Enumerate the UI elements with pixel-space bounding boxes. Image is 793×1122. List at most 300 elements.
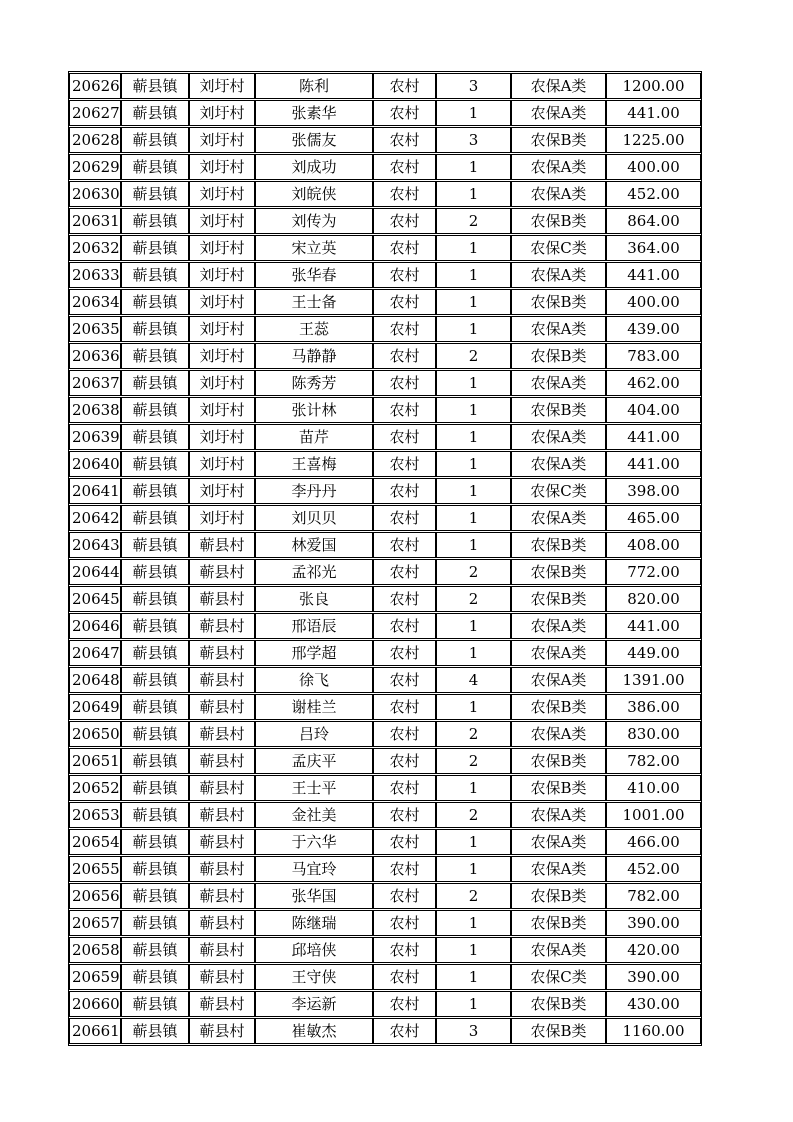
cell-village: 刘圩村 xyxy=(189,181,255,207)
cell-residence-type: 农村 xyxy=(373,910,436,936)
cell-village: 刘圩村 xyxy=(189,262,255,288)
cell-town: 蕲县镇 xyxy=(121,154,189,180)
table-body xyxy=(69,73,701,1044)
cell-insurance-category: 农保A类 xyxy=(511,667,606,693)
cell-person-name: 邢语辰 xyxy=(255,613,373,639)
cell-serial-number: 20636 xyxy=(69,343,121,369)
cell-village: 蕲县村 xyxy=(189,586,255,612)
cell-village: 蕲县村 xyxy=(189,991,255,1017)
cell-serial-number: 20631 xyxy=(69,208,121,234)
cell-insurance-category: 农保B类 xyxy=(511,910,606,936)
cell-amount: 408.00 xyxy=(606,532,701,558)
cell-person-count: 1 xyxy=(436,856,511,882)
cell-person-count: 1 xyxy=(436,775,511,801)
cell-residence-type: 农村 xyxy=(373,1018,436,1044)
cell-insurance-category: 农保A类 xyxy=(511,370,606,396)
cell-town: 蕲县镇 xyxy=(121,910,189,936)
cell-insurance-category: 农保B类 xyxy=(511,127,606,153)
cell-residence-type: 农村 xyxy=(373,694,436,720)
table-row xyxy=(69,73,701,99)
cell-person-name: 张华春 xyxy=(255,262,373,288)
cell-serial-number: 20634 xyxy=(69,289,121,315)
cell-insurance-category: 农保B类 xyxy=(511,289,606,315)
cell-residence-type: 农村 xyxy=(373,181,436,207)
cell-person-count: 1 xyxy=(436,937,511,963)
cell-amount: 439.00 xyxy=(606,316,701,342)
cell-person-count: 1 xyxy=(436,154,511,180)
cell-village: 刘圩村 xyxy=(189,478,255,504)
cell-serial-number: 20626 xyxy=(69,73,121,99)
cell-amount: 400.00 xyxy=(606,289,701,315)
cell-person-name: 林爱国 xyxy=(255,532,373,558)
cell-town: 蕲县镇 xyxy=(121,1018,189,1044)
cell-village: 蕲县村 xyxy=(189,1018,255,1044)
cell-amount: 400.00 xyxy=(606,154,701,180)
cell-person-count: 1 xyxy=(436,964,511,990)
cell-town: 蕲县镇 xyxy=(121,964,189,990)
cell-amount: 820.00 xyxy=(606,586,701,612)
table-row xyxy=(69,532,701,558)
cell-serial-number: 20650 xyxy=(69,721,121,747)
cell-person-name: 刘成功 xyxy=(255,154,373,180)
table-row xyxy=(69,559,701,585)
cell-amount: 452.00 xyxy=(606,856,701,882)
cell-insurance-category: 农保C类 xyxy=(511,964,606,990)
cell-serial-number: 20655 xyxy=(69,856,121,882)
cell-residence-type: 农村 xyxy=(373,100,436,126)
cell-person-count: 1 xyxy=(436,451,511,477)
cell-residence-type: 农村 xyxy=(373,127,436,153)
cell-person-name: 孟祁光 xyxy=(255,559,373,585)
cell-insurance-category: 农保A类 xyxy=(511,802,606,828)
cell-person-name: 王士平 xyxy=(255,775,373,801)
cell-residence-type: 农村 xyxy=(373,343,436,369)
table-row xyxy=(69,478,701,504)
table-row xyxy=(69,721,701,747)
cell-residence-type: 农村 xyxy=(373,829,436,855)
cell-residence-type: 农村 xyxy=(373,73,436,99)
cell-person-name: 宋立英 xyxy=(255,235,373,261)
cell-residence-type: 农村 xyxy=(373,478,436,504)
cell-village: 刘圩村 xyxy=(189,316,255,342)
cell-insurance-category: 农保C类 xyxy=(511,478,606,504)
cell-amount: 430.00 xyxy=(606,991,701,1017)
cell-person-count: 1 xyxy=(436,694,511,720)
cell-town: 蕲县镇 xyxy=(121,451,189,477)
cell-town: 蕲县镇 xyxy=(121,829,189,855)
cell-town: 蕲县镇 xyxy=(121,721,189,747)
cell-amount: 410.00 xyxy=(606,775,701,801)
cell-serial-number: 20648 xyxy=(69,667,121,693)
table-row xyxy=(69,937,701,963)
cell-residence-type: 农村 xyxy=(373,262,436,288)
cell-insurance-category: 农保A类 xyxy=(511,451,606,477)
cell-residence-type: 农村 xyxy=(373,559,436,585)
cell-serial-number: 20632 xyxy=(69,235,121,261)
cell-town: 蕲县镇 xyxy=(121,991,189,1017)
cell-residence-type: 农村 xyxy=(373,316,436,342)
table-row xyxy=(69,451,701,477)
cell-town: 蕲县镇 xyxy=(121,370,189,396)
table-row xyxy=(69,424,701,450)
table-row xyxy=(69,316,701,342)
cell-person-count: 3 xyxy=(436,1018,511,1044)
cell-insurance-category: 农保B类 xyxy=(511,883,606,909)
cell-town: 蕲县镇 xyxy=(121,883,189,909)
cell-person-name: 王喜梅 xyxy=(255,451,373,477)
cell-person-count: 1 xyxy=(436,181,511,207)
cell-village: 刘圩村 xyxy=(189,424,255,450)
cell-insurance-category: 农保A类 xyxy=(511,721,606,747)
cell-insurance-category: 农保A类 xyxy=(511,505,606,531)
cell-insurance-category: 农保B类 xyxy=(511,991,606,1017)
cell-serial-number: 20647 xyxy=(69,640,121,666)
cell-serial-number: 20649 xyxy=(69,694,121,720)
table-row xyxy=(69,127,701,153)
cell-person-count: 1 xyxy=(436,100,511,126)
cell-insurance-category: 农保A类 xyxy=(511,829,606,855)
cell-amount: 390.00 xyxy=(606,964,701,990)
cell-person-name: 刘贝贝 xyxy=(255,505,373,531)
cell-town: 蕲县镇 xyxy=(121,856,189,882)
cell-village: 蕲县村 xyxy=(189,721,255,747)
cell-person-count: 2 xyxy=(436,559,511,585)
cell-amount: 466.00 xyxy=(606,829,701,855)
cell-serial-number: 20642 xyxy=(69,505,121,531)
cell-residence-type: 农村 xyxy=(373,154,436,180)
cell-person-name: 刘皖侠 xyxy=(255,181,373,207)
cell-amount: 1001.00 xyxy=(606,802,701,828)
cell-insurance-category: 农保B类 xyxy=(511,586,606,612)
cell-amount: 404.00 xyxy=(606,397,701,423)
cell-amount: 1160.00 xyxy=(606,1018,701,1044)
cell-serial-number: 20644 xyxy=(69,559,121,585)
cell-insurance-category: 农保B类 xyxy=(511,343,606,369)
table-row xyxy=(69,694,701,720)
cell-amount: 449.00 xyxy=(606,640,701,666)
cell-residence-type: 农村 xyxy=(373,721,436,747)
cell-person-name: 王士备 xyxy=(255,289,373,315)
cell-person-name: 张华国 xyxy=(255,883,373,909)
cell-residence-type: 农村 xyxy=(373,208,436,234)
table-row xyxy=(69,991,701,1017)
cell-town: 蕲县镇 xyxy=(121,478,189,504)
cell-village: 蕲县村 xyxy=(189,937,255,963)
cell-serial-number: 20635 xyxy=(69,316,121,342)
cell-amount: 441.00 xyxy=(606,613,701,639)
cell-person-count: 1 xyxy=(436,505,511,531)
cell-village: 刘圩村 xyxy=(189,397,255,423)
cell-person-name: 邢学超 xyxy=(255,640,373,666)
cell-insurance-category: 农保C类 xyxy=(511,235,606,261)
table-row xyxy=(69,613,701,639)
cell-insurance-category: 农保A类 xyxy=(511,856,606,882)
cell-amount: 452.00 xyxy=(606,181,701,207)
cell-town: 蕲县镇 xyxy=(121,424,189,450)
cell-amount: 1225.00 xyxy=(606,127,701,153)
cell-insurance-category: 农保B类 xyxy=(511,532,606,558)
cell-amount: 441.00 xyxy=(606,451,701,477)
cell-residence-type: 农村 xyxy=(373,424,436,450)
table-row xyxy=(69,181,701,207)
cell-person-count: 1 xyxy=(436,991,511,1017)
cell-person-count: 1 xyxy=(436,316,511,342)
table-row xyxy=(69,397,701,423)
cell-person-count: 1 xyxy=(436,829,511,855)
cell-serial-number: 20645 xyxy=(69,586,121,612)
cell-residence-type: 农村 xyxy=(373,964,436,990)
cell-village: 刘圩村 xyxy=(189,154,255,180)
cell-residence-type: 农村 xyxy=(373,397,436,423)
cell-amount: 465.00 xyxy=(606,505,701,531)
cell-person-name: 王守侠 xyxy=(255,964,373,990)
cell-village: 刘圩村 xyxy=(189,73,255,99)
cell-amount: 772.00 xyxy=(606,559,701,585)
cell-residence-type: 农村 xyxy=(373,802,436,828)
cell-serial-number: 20646 xyxy=(69,613,121,639)
cell-town: 蕲县镇 xyxy=(121,748,189,774)
cell-serial-number: 20660 xyxy=(69,991,121,1017)
cell-amount: 462.00 xyxy=(606,370,701,396)
cell-person-count: 3 xyxy=(436,73,511,99)
cell-village: 刘圩村 xyxy=(189,343,255,369)
cell-person-name: 谢桂兰 xyxy=(255,694,373,720)
cell-village: 蕲县村 xyxy=(189,748,255,774)
cell-town: 蕲县镇 xyxy=(121,667,189,693)
cell-person-count: 1 xyxy=(436,235,511,261)
cell-town: 蕲县镇 xyxy=(121,397,189,423)
cell-amount: 420.00 xyxy=(606,937,701,963)
cell-insurance-category: 农保B类 xyxy=(511,748,606,774)
cell-residence-type: 农村 xyxy=(373,289,436,315)
cell-person-count: 1 xyxy=(436,478,511,504)
cell-serial-number: 20643 xyxy=(69,532,121,558)
cell-person-count: 1 xyxy=(436,370,511,396)
cell-person-count: 1 xyxy=(436,532,511,558)
cell-town: 蕲县镇 xyxy=(121,262,189,288)
cell-serial-number: 20651 xyxy=(69,748,121,774)
cell-insurance-category: 农保A类 xyxy=(511,262,606,288)
cell-person-name: 于六华 xyxy=(255,829,373,855)
cell-amount: 398.00 xyxy=(606,478,701,504)
cell-village: 刘圩村 xyxy=(189,451,255,477)
cell-insurance-category: 农保A类 xyxy=(511,100,606,126)
cell-village: 刘圩村 xyxy=(189,289,255,315)
cell-town: 蕲县镇 xyxy=(121,694,189,720)
cell-person-name: 崔敏杰 xyxy=(255,1018,373,1044)
cell-insurance-category: 农保B类 xyxy=(511,694,606,720)
cell-amount: 441.00 xyxy=(606,424,701,450)
cell-village: 蕲县村 xyxy=(189,964,255,990)
cell-town: 蕲县镇 xyxy=(121,127,189,153)
cell-insurance-category: 农保A类 xyxy=(511,73,606,99)
cell-town: 蕲县镇 xyxy=(121,586,189,612)
table-row xyxy=(69,964,701,990)
table-row xyxy=(69,775,701,801)
cell-town: 蕲县镇 xyxy=(121,73,189,99)
cell-village: 刘圩村 xyxy=(189,208,255,234)
cell-residence-type: 农村 xyxy=(373,586,436,612)
cell-village: 蕲县村 xyxy=(189,613,255,639)
cell-town: 蕲县镇 xyxy=(121,613,189,639)
cell-town: 蕲县镇 xyxy=(121,532,189,558)
cell-serial-number: 20661 xyxy=(69,1018,121,1044)
cell-village: 蕲县村 xyxy=(189,802,255,828)
cell-village: 蕲县村 xyxy=(189,883,255,909)
cell-person-count: 1 xyxy=(436,289,511,315)
cell-residence-type: 农村 xyxy=(373,991,436,1017)
table-row xyxy=(69,208,701,234)
cell-residence-type: 农村 xyxy=(373,667,436,693)
cell-serial-number: 20639 xyxy=(69,424,121,450)
cell-person-count: 1 xyxy=(436,397,511,423)
cell-person-count: 1 xyxy=(436,910,511,936)
cell-insurance-category: 农保B类 xyxy=(511,559,606,585)
cell-insurance-category: 农保A类 xyxy=(511,640,606,666)
cell-residence-type: 农村 xyxy=(373,613,436,639)
cell-town: 蕲县镇 xyxy=(121,343,189,369)
cell-residence-type: 农村 xyxy=(373,370,436,396)
cell-serial-number: 20633 xyxy=(69,262,121,288)
cell-person-count: 2 xyxy=(436,208,511,234)
cell-insurance-category: 农保B类 xyxy=(511,208,606,234)
cell-person-name: 苗芹 xyxy=(255,424,373,450)
cell-serial-number: 20629 xyxy=(69,154,121,180)
cell-amount: 1200.00 xyxy=(606,73,701,99)
cell-residence-type: 农村 xyxy=(373,883,436,909)
cell-insurance-category: 农保A类 xyxy=(511,154,606,180)
cell-serial-number: 20659 xyxy=(69,964,121,990)
cell-person-count: 1 xyxy=(436,613,511,639)
cell-amount: 386.00 xyxy=(606,694,701,720)
cell-residence-type: 农村 xyxy=(373,640,436,666)
insurance-payment-table xyxy=(68,71,702,1046)
cell-amount: 864.00 xyxy=(606,208,701,234)
cell-serial-number: 20638 xyxy=(69,397,121,423)
cell-person-name: 张儒友 xyxy=(255,127,373,153)
cell-amount: 364.00 xyxy=(606,235,701,261)
cell-serial-number: 20630 xyxy=(69,181,121,207)
cell-person-name: 金社美 xyxy=(255,802,373,828)
cell-village: 刘圩村 xyxy=(189,505,255,531)
cell-village: 蕲县村 xyxy=(189,910,255,936)
cell-person-count: 2 xyxy=(436,802,511,828)
cell-village: 蕲县村 xyxy=(189,694,255,720)
cell-village: 蕲县村 xyxy=(189,667,255,693)
cell-person-name: 张计林 xyxy=(255,397,373,423)
cell-town: 蕲县镇 xyxy=(121,208,189,234)
cell-person-count: 1 xyxy=(436,262,511,288)
cell-village: 刘圩村 xyxy=(189,127,255,153)
cell-person-name: 刘传为 xyxy=(255,208,373,234)
cell-person-name: 张素华 xyxy=(255,100,373,126)
cell-person-name: 王蕊 xyxy=(255,316,373,342)
cell-amount: 441.00 xyxy=(606,100,701,126)
cell-amount: 782.00 xyxy=(606,883,701,909)
cell-town: 蕲县镇 xyxy=(121,100,189,126)
cell-amount: 1391.00 xyxy=(606,667,701,693)
cell-amount: 390.00 xyxy=(606,910,701,936)
cell-residence-type: 农村 xyxy=(373,748,436,774)
table-row xyxy=(69,910,701,936)
cell-village: 蕲县村 xyxy=(189,829,255,855)
cell-amount: 783.00 xyxy=(606,343,701,369)
cell-serial-number: 20652 xyxy=(69,775,121,801)
cell-serial-number: 20656 xyxy=(69,883,121,909)
cell-serial-number: 20641 xyxy=(69,478,121,504)
cell-residence-type: 农村 xyxy=(373,505,436,531)
cell-insurance-category: 农保B类 xyxy=(511,775,606,801)
cell-amount: 830.00 xyxy=(606,721,701,747)
table-row xyxy=(69,100,701,126)
cell-insurance-category: 农保B类 xyxy=(511,397,606,423)
table-row xyxy=(69,1018,701,1044)
cell-town: 蕲县镇 xyxy=(121,235,189,261)
cell-village: 刘圩村 xyxy=(189,100,255,126)
cell-person-count: 1 xyxy=(436,424,511,450)
cell-village: 蕲县村 xyxy=(189,856,255,882)
cell-town: 蕲县镇 xyxy=(121,289,189,315)
table-row xyxy=(69,505,701,531)
cell-person-name: 马静静 xyxy=(255,343,373,369)
cell-serial-number: 20640 xyxy=(69,451,121,477)
cell-person-count: 2 xyxy=(436,343,511,369)
cell-village: 蕲县村 xyxy=(189,532,255,558)
table-row xyxy=(69,748,701,774)
cell-person-name: 邱培侠 xyxy=(255,937,373,963)
cell-amount: 441.00 xyxy=(606,262,701,288)
cell-person-count: 2 xyxy=(436,748,511,774)
cell-insurance-category: 农保A类 xyxy=(511,613,606,639)
cell-person-name: 李运新 xyxy=(255,991,373,1017)
cell-person-count: 2 xyxy=(436,586,511,612)
cell-person-name: 张良 xyxy=(255,586,373,612)
cell-village: 蕲县村 xyxy=(189,559,255,585)
table-row xyxy=(69,640,701,666)
table-row xyxy=(69,667,701,693)
cell-town: 蕲县镇 xyxy=(121,937,189,963)
cell-person-count: 2 xyxy=(436,883,511,909)
cell-person-name: 陈利 xyxy=(255,73,373,99)
table-row xyxy=(69,586,701,612)
cell-person-count: 1 xyxy=(436,640,511,666)
table-row xyxy=(69,370,701,396)
cell-serial-number: 20628 xyxy=(69,127,121,153)
cell-person-name: 孟庆平 xyxy=(255,748,373,774)
cell-insurance-category: 农保A类 xyxy=(511,937,606,963)
cell-serial-number: 20654 xyxy=(69,829,121,855)
cell-serial-number: 20653 xyxy=(69,802,121,828)
cell-person-count: 2 xyxy=(436,721,511,747)
table-row xyxy=(69,802,701,828)
cell-serial-number: 20658 xyxy=(69,937,121,963)
cell-town: 蕲县镇 xyxy=(121,316,189,342)
cell-residence-type: 农村 xyxy=(373,937,436,963)
table-row xyxy=(69,343,701,369)
cell-amount: 782.00 xyxy=(606,748,701,774)
cell-village: 刘圩村 xyxy=(189,370,255,396)
table-row xyxy=(69,235,701,261)
cell-residence-type: 农村 xyxy=(373,856,436,882)
cell-insurance-category: 农保A类 xyxy=(511,181,606,207)
table-row xyxy=(69,289,701,315)
cell-town: 蕲县镇 xyxy=(121,181,189,207)
cell-town: 蕲县镇 xyxy=(121,559,189,585)
cell-insurance-category: 农保B类 xyxy=(511,1018,606,1044)
cell-residence-type: 农村 xyxy=(373,532,436,558)
table-row xyxy=(69,883,701,909)
cell-residence-type: 农村 xyxy=(373,451,436,477)
